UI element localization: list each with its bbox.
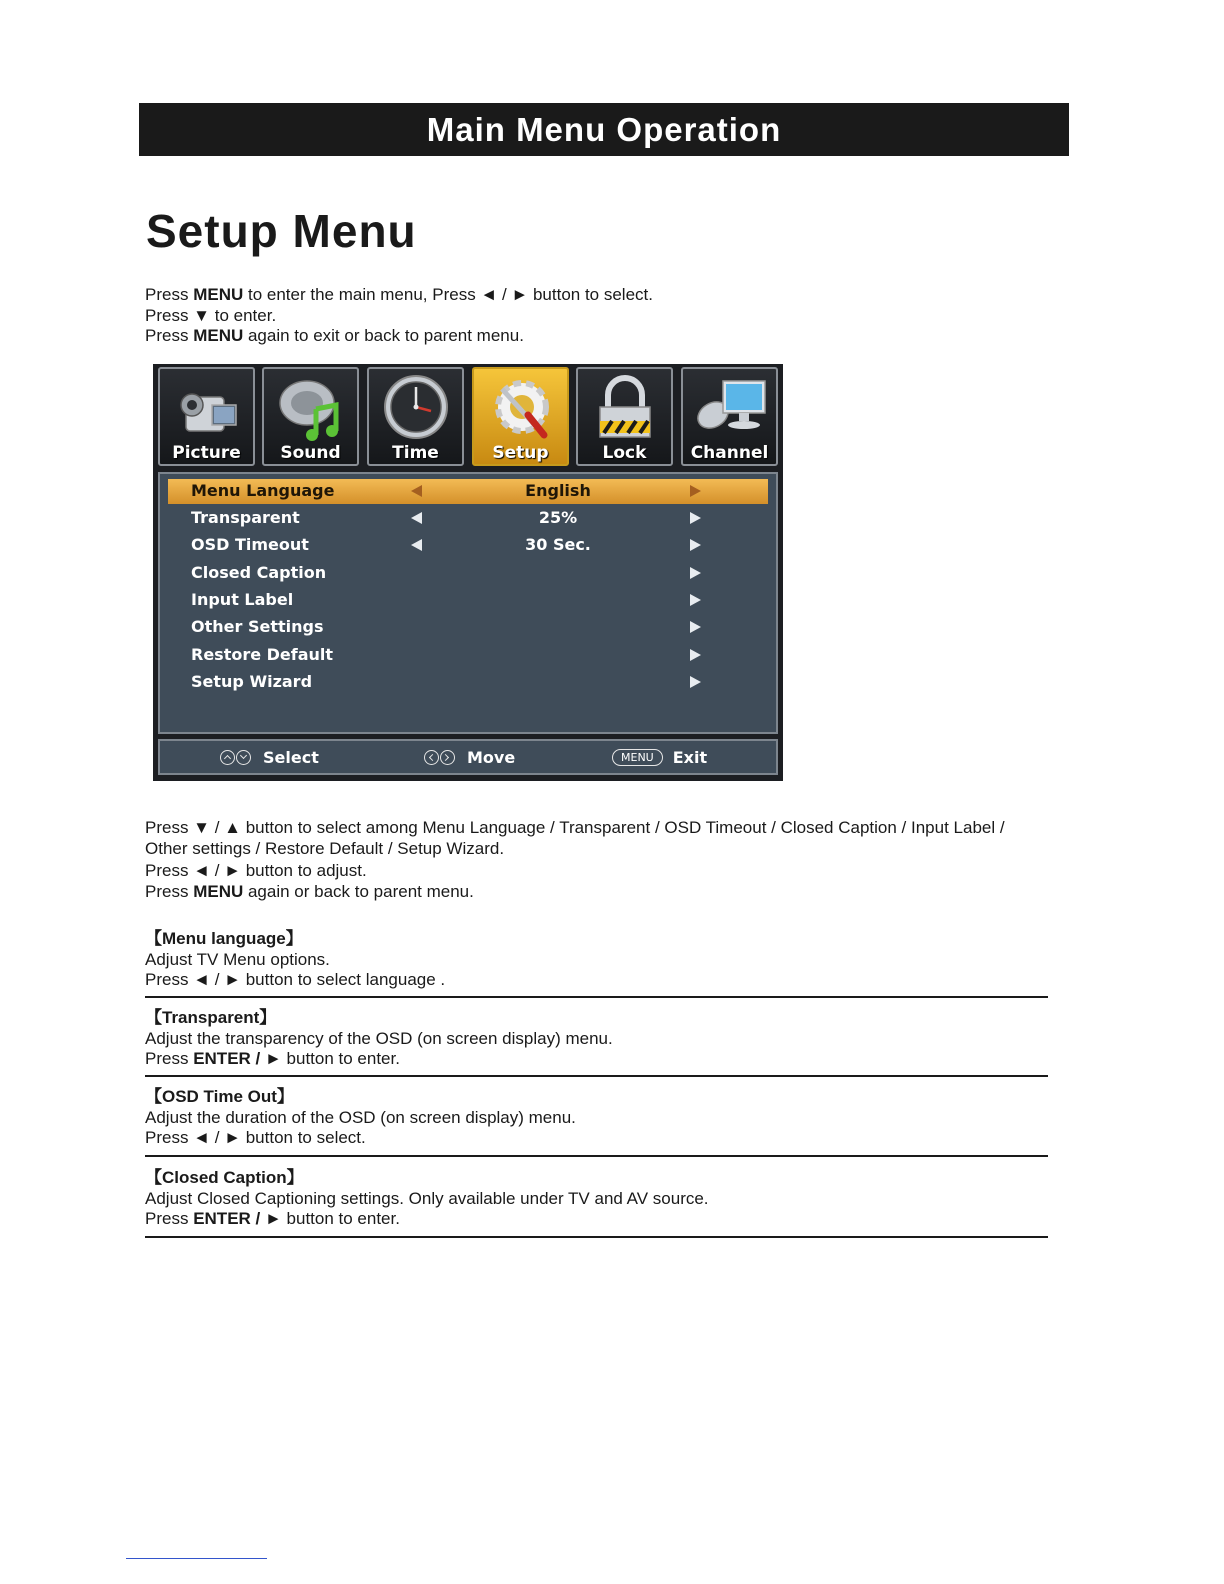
padlock-icon: [586, 375, 664, 443]
menu-row-closed-caption[interactable]: [168, 561, 768, 586]
menu-row-other-settings[interactable]: [168, 615, 768, 640]
section-title: 【Transparent】: [145, 1008, 277, 1027]
divider: [145, 996, 1048, 998]
right-arrow-icon[interactable]: [690, 594, 701, 606]
tab-label: Time: [392, 443, 439, 463]
section-menu-language: [145, 929, 1048, 991]
menu-row-restore-default[interactable]: [168, 643, 768, 668]
menu-row-menu-language[interactable]: [168, 479, 768, 504]
left-arrow-icon[interactable]: [411, 512, 422, 524]
left-arrow-icon[interactable]: [411, 539, 422, 551]
intro-line-3: [145, 326, 653, 347]
camcorder-icon: [168, 375, 246, 443]
row-value: 25%: [538, 508, 578, 527]
right-arrow-icon[interactable]: [690, 567, 701, 579]
music-note-icon: [272, 375, 350, 443]
move-hint: [424, 748, 515, 767]
divider: [145, 1075, 1048, 1077]
section-line: Adjust TV Menu options.: [145, 949, 330, 969]
tab-lock[interactable]: [576, 367, 673, 466]
divider: [145, 1155, 1048, 1157]
osd-tab-bar: [158, 367, 778, 468]
down-button-icon: [236, 750, 251, 765]
menu-row-input-label[interactable]: [168, 588, 768, 613]
section-transparent: [145, 1008, 1048, 1070]
row-label: Input Label: [191, 590, 294, 609]
page-banner: Main Menu Operation: [139, 103, 1069, 156]
tab-channel[interactable]: [681, 367, 778, 466]
right-arrow-icon[interactable]: [690, 649, 701, 661]
row-label: Menu Language: [191, 481, 335, 500]
right-arrow-icon[interactable]: [690, 485, 701, 497]
intro-instructions: [145, 285, 653, 347]
tab-label: Setup: [492, 443, 549, 463]
intro-line-1: [145, 285, 653, 306]
menu-key-text: MENU: [193, 881, 244, 901]
exit-hint: [612, 748, 707, 767]
menu-key-icon: MENU: [612, 749, 663, 766]
gear-wrench-icon: [482, 375, 560, 443]
enter-key-text: ENTER /: [193, 1209, 265, 1228]
tab-sound[interactable]: [262, 367, 359, 466]
tab-setup[interactable]: [472, 367, 569, 466]
menu-row-transparent[interactable]: [168, 506, 768, 531]
section-text: ► button to enter.: [264, 1209, 400, 1228]
up-button-icon: [220, 750, 235, 765]
footer-link-line: [126, 1558, 267, 1559]
row-label: OSD Timeout: [191, 535, 309, 554]
tab-picture[interactable]: [158, 367, 255, 466]
section-line: Adjust Closed Captioning settings. Only available under TV and AV source.: [145, 1188, 709, 1208]
nav-text: Press: [145, 881, 194, 901]
tab-label: Picture: [172, 443, 241, 463]
section-title: 【Menu language】: [145, 929, 303, 948]
tab-time[interactable]: [367, 367, 464, 466]
clock-icon: [377, 375, 455, 443]
page-title: Setup Menu: [146, 205, 417, 257]
menu-key-text: MENU: [193, 326, 244, 345]
nav-line-4: [145, 882, 1005, 903]
enter-key-text: ENTER /: [193, 1049, 265, 1068]
intro-text: Press: [145, 326, 194, 345]
tab-label: Lock: [602, 443, 647, 463]
intro-text: again to exit or back to parent menu.: [243, 326, 524, 345]
divider: [145, 1236, 1048, 1238]
menu-row-setup-wizard[interactable]: [168, 670, 768, 695]
intro-line-2: Press ▼ to enter.: [145, 305, 277, 325]
osd-hint-bar: [158, 739, 778, 775]
right-arrow-icon[interactable]: [690, 676, 701, 688]
section-line: Press ◄ / ► button to select.: [145, 1128, 366, 1147]
section-line: [145, 1209, 1048, 1230]
satellite-monitor-icon: [691, 375, 769, 443]
section-line: [145, 1049, 1048, 1070]
right-arrow-icon[interactable]: [690, 621, 701, 633]
move-hint-label: Move: [467, 748, 516, 767]
tab-label: Channel: [690, 443, 769, 463]
exit-hint-label: Exit: [672, 748, 708, 767]
section-osd-time-out: [145, 1087, 1048, 1149]
row-label: Restore Default: [191, 645, 334, 664]
section-title: 【OSD Time Out】: [145, 1087, 294, 1106]
intro-text: Press: [145, 285, 194, 304]
section-line: Adjust the duration of the OSD (on screen display) menu.: [145, 1107, 576, 1127]
select-hint-label: Select: [263, 748, 319, 767]
nav-line-3: Press ◄ / ► button to adjust.: [145, 861, 367, 880]
row-value: English: [525, 481, 591, 500]
navigation-instructions: [145, 818, 1005, 902]
section-text: Press: [145, 1049, 194, 1068]
row-label: Closed Caption: [191, 563, 327, 582]
menu-key-text: MENU: [193, 285, 244, 304]
section-title: 【Closed Caption】: [145, 1168, 304, 1187]
section-text: Press: [145, 1209, 194, 1228]
row-label: Other Settings: [191, 617, 324, 636]
menu-row-osd-timeout[interactable]: [168, 533, 768, 558]
section-line: Adjust the transparency of the OSD (on screen display) menu.: [145, 1028, 613, 1048]
tab-label: Sound: [280, 443, 341, 463]
select-hint: [220, 748, 319, 767]
section-closed-caption: [145, 1168, 1048, 1230]
nav-line-2: Other settings / Restore Default / Setup Wizard.: [145, 838, 505, 858]
right-arrow-icon[interactable]: [690, 512, 701, 524]
row-label: Setup Wizard: [191, 672, 313, 691]
nav-text: again or back to parent menu.: [243, 881, 474, 901]
row-value: 30 Sec.: [525, 535, 591, 554]
intro-text: to enter the main menu, Press ◄ / ► button to select.: [243, 285, 653, 304]
section-text: ► button to enter.: [264, 1049, 400, 1068]
right-arrow-icon[interactable]: [690, 539, 701, 551]
setup-options-list: [158, 472, 778, 734]
section-line: Press ◄ / ► button to select language .: [145, 970, 446, 989]
left-arrow-icon[interactable]: [411, 485, 422, 497]
nav-line-1: Press ▼ / ▲ button to select among Menu Language / Transparent / OSD Timeout / Closed Caption / Input Label /: [145, 818, 1005, 837]
right-button-icon: [440, 750, 455, 765]
left-button-icon: [424, 750, 439, 765]
row-label: Transparent: [191, 508, 300, 527]
tv-osd-screenshot: [153, 364, 783, 781]
